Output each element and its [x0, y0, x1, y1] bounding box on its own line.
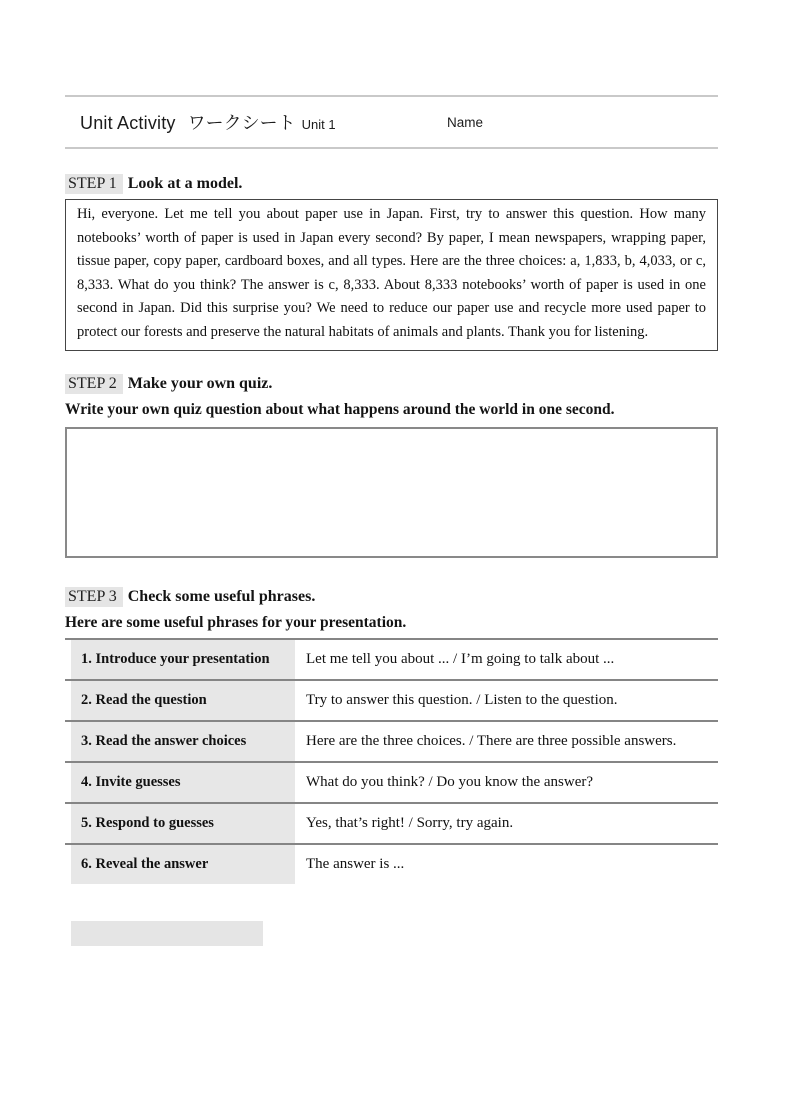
- useful-phrases-table: [65, 638, 718, 884]
- step2-heading: [65, 373, 718, 394]
- page-title-english: Unit Activity: [80, 113, 176, 133]
- phrase-examples: Let me tell you about ... / I’m going to talk about ...: [306, 650, 615, 667]
- table-row: [65, 843, 718, 884]
- step1-heading: [65, 173, 718, 194]
- page-title: [65, 109, 336, 135]
- name-field[interactable]: [483, 107, 713, 137]
- model-text-box: [65, 199, 718, 351]
- table-row: [65, 638, 718, 679]
- phrase-category: 4. Invite guesses: [71, 763, 295, 802]
- step3-instruction: Here are some useful phrases for your presentation.: [65, 613, 407, 631]
- table-row: [65, 802, 718, 843]
- name-label: Name: [447, 114, 484, 130]
- phrase-examples: Here are the three choices. / There are three possible answers.: [306, 732, 677, 749]
- phrase-category: 1. Introduce your presentation: [71, 640, 295, 679]
- phrase-category: 2. Read the question: [71, 681, 295, 720]
- table-row: [65, 761, 718, 802]
- step3-label: STEP 3: [65, 587, 123, 607]
- page-title-japanese: ワークシート: [187, 113, 296, 133]
- phrase-examples: The answer is ...: [306, 855, 405, 872]
- phrase-examples: Yes, that’s right! / Sorry, try again.: [306, 814, 514, 831]
- phrase-examples: What do you think? / Do you know the answer?: [306, 773, 594, 790]
- phrase-category: 6. Reveal the answer: [71, 845, 295, 884]
- step1-label: STEP 1: [65, 174, 123, 194]
- quiz-answer-box[interactable]: [65, 427, 718, 558]
- step2-title: Make your own quiz.: [127, 374, 273, 392]
- header: [65, 95, 718, 149]
- step3-title: Check some useful phrases.: [127, 587, 316, 605]
- step1-title: Look at a model.: [127, 175, 243, 192]
- unit-label: Unit 1: [301, 117, 336, 132]
- table-row: [65, 679, 718, 720]
- model-text: Hi, everyone. Let me tell you about paper use in Japan. First, try to answer this question. How many notebooks’ worth of paper is used in Japan every second? By paper, I mean newspapers, wrapping paper, tissue paper, copy paper, cardboard boxes, and all types. Here are the three choices: a, 1,833, b, 4,033, or c, 8,333. What do you think? The answer is c, 8,333. About 8,333 notebooks’ worth of paper is used in one second in Japan. Did this surprise you? We need to reduce our paper use and recycle more used paper to protect our forests and preserve the natural habitats of animals and plants. Thank you for listening.: [77, 206, 706, 340]
- phrase-category: 5. Respond to guesses: [71, 804, 295, 843]
- footer-blank-field[interactable]: [71, 921, 263, 946]
- phrase-examples: Try to answer this question. / Listen to the question.: [306, 691, 618, 708]
- name-area: [447, 97, 713, 147]
- step2-label: STEP 2: [65, 374, 123, 394]
- table-row: [65, 720, 718, 761]
- step2-instruction: Write your own quiz question about what happens around the world in one second.: [65, 400, 615, 418]
- step3-heading: [65, 586, 718, 607]
- phrase-category: 3. Read the answer choices: [71, 722, 295, 761]
